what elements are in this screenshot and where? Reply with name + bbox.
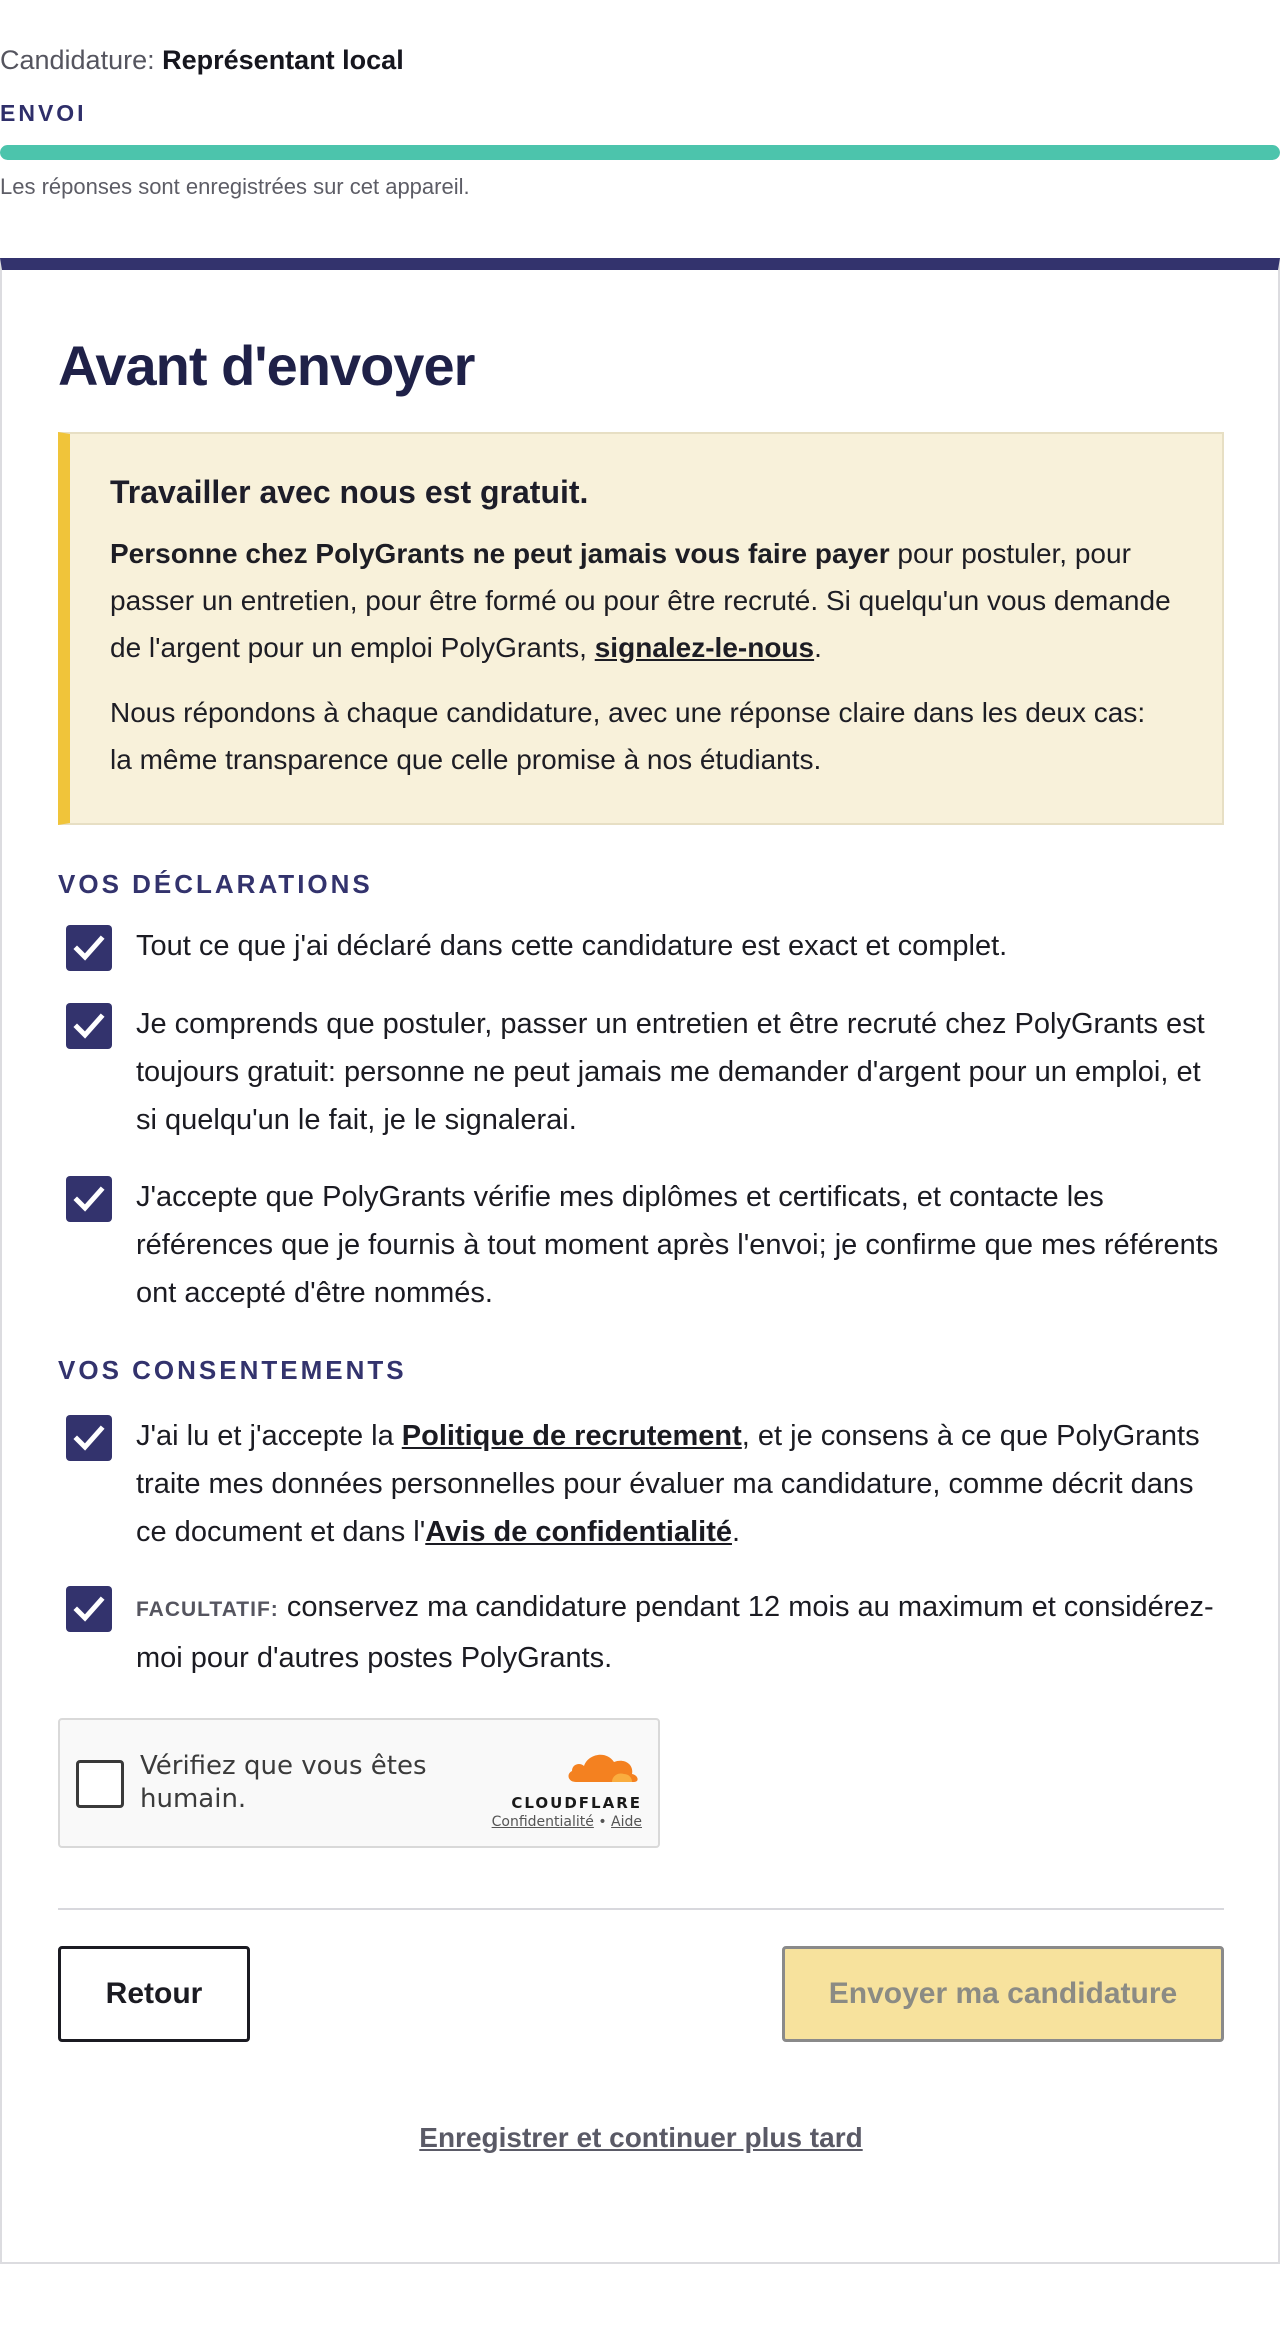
step-label: ENVOI xyxy=(0,100,87,126)
recruitment-policy-link[interactable]: Politique de recrutement xyxy=(401,1420,742,1452)
declaration-text: J'accepte que PolyGrants vérifie mes diplômes et certificats, et contacte les références que je fournis à tout moment après l'envoi; je confirme que mes référents ont accepté d'être nommés. xyxy=(136,1181,1219,1309)
check-icon xyxy=(73,1010,105,1042)
consent-row-optional xyxy=(58,1586,1224,1682)
cloudflare-wordmark: CLOUDFLARE xyxy=(511,1794,642,1812)
form-actions xyxy=(58,1946,1224,2042)
policy-consent-text xyxy=(136,1412,1224,1556)
divider xyxy=(58,1908,1224,1910)
captcha-link-separator: • xyxy=(598,1814,607,1830)
application-title-prefix: Candidature: xyxy=(0,45,155,75)
page-title: Avant d'envoyer xyxy=(58,334,475,397)
declarations-heading: VOS DÉCLARATIONS xyxy=(58,869,373,899)
report-link[interactable]: signalez-le-nous xyxy=(594,632,815,663)
notice-period: . xyxy=(814,632,822,663)
notice-paragraph-2: Nous répondons à chaque candidature, avec une réponse claire dans les deux cas: la même transparence que celle promise à nos étudiants. xyxy=(110,697,1146,775)
declaration-checkbox[interactable] xyxy=(66,1176,112,1222)
submit-application-button[interactable]: Envoyer ma candidature xyxy=(782,1946,1224,2042)
check-icon xyxy=(73,1422,105,1454)
cloudflare-logo xyxy=(466,1740,642,1830)
save-later-link[interactable]: Enregistrer et continuer plus tard xyxy=(419,2122,863,2153)
optional-consent-body: conservez ma candidature pendant 12 mois au maximum et considérez-moi pour d'autres postes PolyGrants. xyxy=(136,1591,1214,1674)
declaration-text: Tout ce que j'ai déclaré dans cette candidature est exact et complet. xyxy=(136,930,1008,962)
consent-text-start: J'ai lu et j'accepte la xyxy=(136,1420,402,1452)
check-icon xyxy=(73,1593,105,1625)
captcha-checkbox[interactable] xyxy=(76,1760,124,1808)
declaration-row xyxy=(58,925,1224,971)
declaration-row xyxy=(58,1003,1224,1144)
save-later-row xyxy=(58,2122,1224,2154)
progress-fill xyxy=(0,145,1280,160)
progress-bar xyxy=(0,145,1280,160)
privacy-notice-link[interactable]: Avis de confidentialité xyxy=(425,1516,732,1548)
captcha-privacy-link[interactable]: Confidentialité xyxy=(491,1814,594,1830)
declaration-text: Je comprends que postuler, passer un entretien et être recruté chez PolyGrants est toujours gratuit: personne ne peut jamais me demander d'argent pour un emploi, et si quelqu'un le fait, je le signalerai. xyxy=(136,1008,1205,1136)
consent-text-middle: , et je consens à ce que PolyGrants traite mes données personnelles pour évaluer ma candidature, comme décrit dans ce document et dans l' xyxy=(136,1420,1200,1548)
back-button[interactable]: Retour xyxy=(58,1946,250,2042)
application-header xyxy=(0,0,1280,200)
notice-title: Travailler avec nous est gratuit. xyxy=(110,474,589,510)
policy-consent-checkbox[interactable] xyxy=(66,1415,112,1461)
cloudflare-cloud-icon xyxy=(562,1744,642,1788)
application-title xyxy=(0,42,1280,78)
notice-paragraph-1 xyxy=(110,530,1172,671)
notice-text: pour postuler, pour passer un entretien, pour être formé ou pour être recruté. Si quelqu'un vous demande de l'argent pour un emploi PolyGrants, xyxy=(110,538,1171,663)
application-role: Représentant local xyxy=(162,45,404,75)
notice-bold: Personne chez PolyGrants ne peut jamais vous faire payer xyxy=(110,538,890,569)
consent-row-policy xyxy=(58,1415,1224,1556)
declaration-row xyxy=(58,1176,1224,1317)
consent-text-end: . xyxy=(731,1516,741,1548)
consents-heading: VOS CONSENTEMENTS xyxy=(58,1355,407,1385)
captcha-widget xyxy=(58,1718,660,1848)
optional-tag: FACULTATIF: xyxy=(136,1598,279,1621)
submit-card xyxy=(0,258,1280,2264)
saved-note: Les réponses sont enregistrées sur cet appareil. xyxy=(0,174,470,199)
captcha-links xyxy=(492,1814,642,1830)
optional-consent-checkbox[interactable] xyxy=(66,1586,112,1632)
check-icon xyxy=(73,932,105,964)
captcha-help-link[interactable]: Aide xyxy=(611,1814,642,1830)
captcha-label: Vérifiez que vous êtes humain. xyxy=(140,1751,427,1814)
check-icon xyxy=(73,1183,105,1215)
declaration-checkbox[interactable] xyxy=(66,925,112,971)
declaration-checkbox[interactable] xyxy=(66,1003,112,1049)
free-notice xyxy=(58,432,1224,825)
optional-consent-text xyxy=(136,1583,1224,1682)
